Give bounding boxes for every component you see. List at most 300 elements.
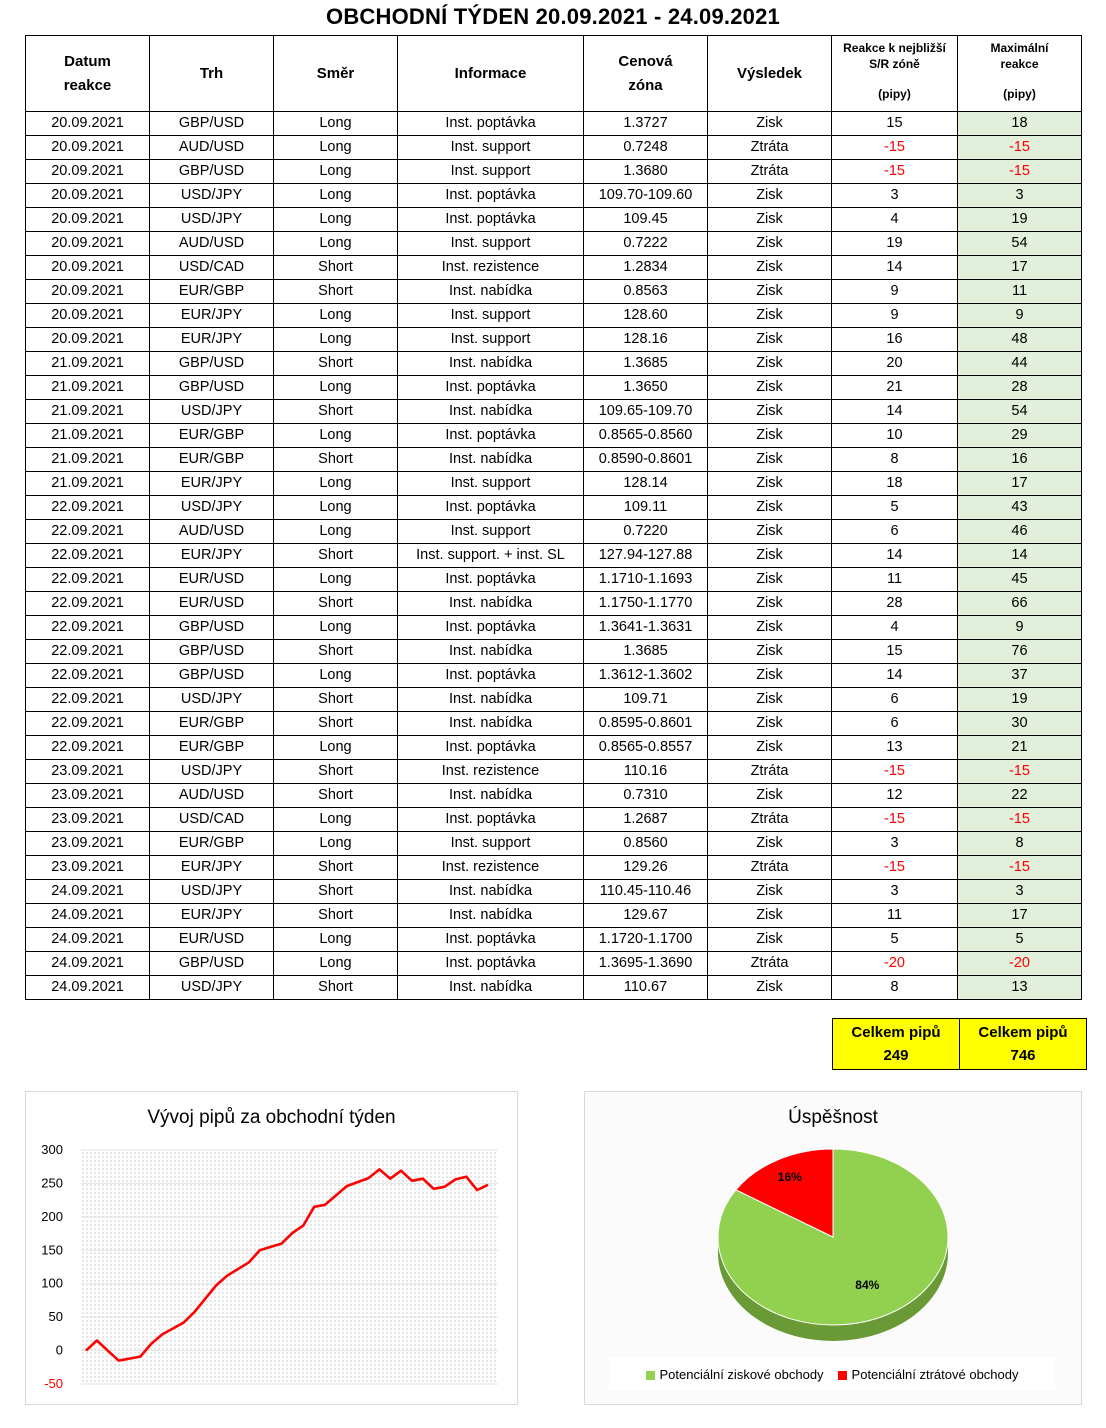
cell-result: Ztráta: [708, 160, 832, 184]
cell-info: Inst. poptávka: [398, 664, 584, 688]
cell-zone: 0.8590-0.8601: [584, 448, 708, 472]
table-row: [26, 232, 1082, 256]
cell-direction: Long: [274, 952, 398, 976]
cell-reaction: 20: [832, 352, 958, 376]
header-result: Výsledek: [708, 36, 832, 112]
total-reaction-cell: Celkem pipů 249: [833, 1019, 960, 1070]
cell-zone: 1.1720-1.1700: [584, 928, 708, 952]
table-row: [26, 472, 1082, 496]
cell-result: Zisk: [708, 328, 832, 352]
cell-direction: Short: [274, 352, 398, 376]
cell-max-reaction: 54: [958, 232, 1082, 256]
cell-info: Inst. poptávka: [398, 184, 584, 208]
line-plot-area: [81, 1150, 498, 1384]
cell-zone: 0.8563: [584, 280, 708, 304]
cell-max-reaction: 11: [958, 280, 1082, 304]
cell-zone: 110.67: [584, 976, 708, 1000]
cell-date: 20.09.2021: [26, 184, 150, 208]
cell-result: Ztráta: [708, 856, 832, 880]
cell-max-reaction: 48: [958, 328, 1082, 352]
cell-info: Inst. support: [398, 472, 584, 496]
cell-info: Inst. nabídka: [398, 976, 584, 1000]
cell-reaction: 3: [832, 832, 958, 856]
cell-zone: 128.16: [584, 328, 708, 352]
cell-date: 20.09.2021: [26, 160, 150, 184]
cell-direction: Short: [274, 856, 398, 880]
cell-result: Zisk: [708, 592, 832, 616]
cell-zone: 109.45: [584, 208, 708, 232]
table-row: [26, 544, 1082, 568]
cell-date: 23.09.2021: [26, 784, 150, 808]
table-row: [26, 712, 1082, 736]
cell-info: Inst. rezistence: [398, 256, 584, 280]
header-direction: Směr: [274, 36, 398, 112]
cell-result: Zisk: [708, 616, 832, 640]
y-tick-label: 300: [41, 1142, 63, 1157]
cell-reaction: -15: [832, 160, 958, 184]
cell-result: Zisk: [708, 208, 832, 232]
cell-max-reaction: 22: [958, 784, 1082, 808]
cell-info: Inst. nabídka: [398, 880, 584, 904]
cell-date: 22.09.2021: [26, 568, 150, 592]
table-row: [26, 520, 1082, 544]
table-row: [26, 400, 1082, 424]
cell-info: Inst. rezistence: [398, 760, 584, 784]
cell-max-reaction: 17: [958, 472, 1082, 496]
cell-reaction: -15: [832, 136, 958, 160]
cell-reaction: 11: [832, 904, 958, 928]
cell-max-reaction: 37: [958, 664, 1082, 688]
cell-max-reaction: -15: [958, 856, 1082, 880]
cell-max-reaction: 14: [958, 544, 1082, 568]
cell-zone: 0.8565-0.8557: [584, 736, 708, 760]
cell-result: Zisk: [708, 496, 832, 520]
cell-market: AUD/USD: [150, 136, 274, 160]
cell-zone: 1.1710-1.1693: [584, 568, 708, 592]
cell-info: Inst. support: [398, 832, 584, 856]
cell-max-reaction: 29: [958, 424, 1082, 448]
table-row: [26, 448, 1082, 472]
line-chart-svg: [26, 1092, 517, 1404]
cell-date: 21.09.2021: [26, 400, 150, 424]
pie-chart-title: Úspěšnost: [788, 1107, 878, 1128]
cell-reaction: 4: [832, 208, 958, 232]
cell-date: 21.09.2021: [26, 448, 150, 472]
cell-market: USD/JPY: [150, 976, 274, 1000]
cell-zone: 1.3641-1.3631: [584, 616, 708, 640]
cell-date: 20.09.2021: [26, 208, 150, 232]
cell-reaction: 6: [832, 520, 958, 544]
cell-max-reaction: 45: [958, 568, 1082, 592]
cell-reaction: 28: [832, 592, 958, 616]
cell-direction: Long: [274, 184, 398, 208]
cell-zone: 127.94-127.88: [584, 544, 708, 568]
cell-direction: Long: [274, 832, 398, 856]
cell-result: Zisk: [708, 256, 832, 280]
cell-market: GBP/USD: [150, 352, 274, 376]
cell-info: Inst. poptávka: [398, 616, 584, 640]
cell-reaction: 3: [832, 184, 958, 208]
cell-result: Zisk: [708, 472, 832, 496]
cell-max-reaction: 17: [958, 256, 1082, 280]
cell-max-reaction: 19: [958, 688, 1082, 712]
cell-direction: Short: [274, 760, 398, 784]
cell-max-reaction: 5: [958, 928, 1082, 952]
cell-reaction: 14: [832, 400, 958, 424]
cell-date: 21.09.2021: [26, 472, 150, 496]
cell-max-reaction: -15: [958, 136, 1082, 160]
cell-reaction: 11: [832, 568, 958, 592]
cell-date: 21.09.2021: [26, 376, 150, 400]
cell-zone: 129.67: [584, 904, 708, 928]
header-reaction: Reakce k nejbližší S/R zóně (pipy): [832, 36, 958, 112]
cell-reaction: 5: [832, 496, 958, 520]
cell-max-reaction: 76: [958, 640, 1082, 664]
cell-info: Inst. poptávka: [398, 112, 584, 136]
pie-data-label: 16%: [777, 1169, 802, 1184]
line-chart: [25, 1091, 518, 1405]
cell-max-reaction: -15: [958, 808, 1082, 832]
cell-result: Zisk: [708, 352, 832, 376]
cell-max-reaction: 13: [958, 976, 1082, 1000]
cell-date: 20.09.2021: [26, 256, 150, 280]
cell-date: 24.09.2021: [26, 976, 150, 1000]
cell-date: 22.09.2021: [26, 616, 150, 640]
pie-chart: [584, 1091, 1082, 1405]
cell-zone: 0.7248: [584, 136, 708, 160]
table-row: [26, 304, 1082, 328]
cell-max-reaction: 30: [958, 712, 1082, 736]
cell-max-reaction: 66: [958, 592, 1082, 616]
cell-market: EUR/GBP: [150, 448, 274, 472]
cell-reaction: 13: [832, 736, 958, 760]
cell-info: Inst. support: [398, 328, 584, 352]
header-info: Informace: [398, 36, 584, 112]
cell-market: EUR/JPY: [150, 472, 274, 496]
table-row: [26, 328, 1082, 352]
table-row: [26, 568, 1082, 592]
table-row: [26, 352, 1082, 376]
totals-table: [832, 1018, 1087, 1070]
cell-reaction: 14: [832, 256, 958, 280]
cell-max-reaction: -15: [958, 760, 1082, 784]
cell-zone: 1.3695-1.3690: [584, 952, 708, 976]
cell-zone: 109.11: [584, 496, 708, 520]
legend-item-loss: Potenciální ztrátové obchody: [838, 1367, 1019, 1382]
cell-reaction: 5: [832, 928, 958, 952]
cell-info: Inst. poptávka: [398, 568, 584, 592]
y-tick-label: 200: [41, 1208, 63, 1224]
cell-market: GBP/USD: [150, 376, 274, 400]
cell-date: 20.09.2021: [26, 136, 150, 160]
cell-result: Zisk: [708, 664, 832, 688]
cell-date: 21.09.2021: [26, 352, 150, 376]
cell-zone: 1.3685: [584, 352, 708, 376]
cell-info: Inst. support: [398, 232, 584, 256]
cell-zone: 109.70-109.60: [584, 184, 708, 208]
table-row: [26, 256, 1082, 280]
cell-market: AUD/USD: [150, 232, 274, 256]
table-row: [26, 376, 1082, 400]
cell-result: Zisk: [708, 928, 832, 952]
cell-zone: 0.8560: [584, 832, 708, 856]
cell-result: Ztráta: [708, 952, 832, 976]
cell-market: GBP/USD: [150, 616, 274, 640]
cell-date: 24.09.2021: [26, 904, 150, 928]
table-row: [26, 760, 1082, 784]
cell-max-reaction: 8: [958, 832, 1082, 856]
cell-reaction: -15: [832, 856, 958, 880]
cell-zone: 0.7222: [584, 232, 708, 256]
cell-result: Zisk: [708, 880, 832, 904]
cell-info: Inst. nabídka: [398, 280, 584, 304]
cell-reaction: 14: [832, 544, 958, 568]
cell-zone: 1.3650: [584, 376, 708, 400]
cell-direction: Long: [274, 568, 398, 592]
cell-max-reaction: 9: [958, 616, 1082, 640]
cell-result: Zisk: [708, 688, 832, 712]
cell-direction: Short: [274, 400, 398, 424]
cell-reaction: 9: [832, 280, 958, 304]
cell-market: GBP/USD: [150, 640, 274, 664]
cell-market: EUR/USD: [150, 568, 274, 592]
cell-market: EUR/JPY: [150, 304, 274, 328]
cell-reaction: -15: [832, 808, 958, 832]
cell-max-reaction: 9: [958, 304, 1082, 328]
cell-zone: 1.2834: [584, 256, 708, 280]
cell-market: GBP/USD: [150, 952, 274, 976]
cell-date: 22.09.2021: [26, 544, 150, 568]
table-row: [26, 904, 1082, 928]
cell-direction: Short: [274, 640, 398, 664]
cell-max-reaction: 19: [958, 208, 1082, 232]
cell-info: Inst. support: [398, 520, 584, 544]
header-zone: Cenová zóna: [584, 36, 708, 112]
table-row: [26, 856, 1082, 880]
cell-result: Zisk: [708, 400, 832, 424]
legend-item-win: Potenciální ziskové obchody: [646, 1367, 824, 1382]
cell-result: Zisk: [708, 424, 832, 448]
cell-direction: Long: [274, 472, 398, 496]
cell-reaction: 9: [832, 304, 958, 328]
cell-direction: Short: [274, 688, 398, 712]
cell-direction: Long: [274, 736, 398, 760]
cell-reaction: 15: [832, 112, 958, 136]
cell-direction: Long: [274, 808, 398, 832]
cell-direction: Long: [274, 928, 398, 952]
cell-direction: Long: [274, 376, 398, 400]
cell-result: Zisk: [708, 520, 832, 544]
cell-date: 23.09.2021: [26, 760, 150, 784]
total-max-cell: Celkem pipů 746: [960, 1019, 1087, 1070]
cell-zone: 0.8595-0.8601: [584, 712, 708, 736]
cell-info: Inst. poptávka: [398, 952, 584, 976]
cell-info: Inst. poptávka: [398, 928, 584, 952]
y-tick-label: 50: [48, 1309, 63, 1325]
cell-info: Inst. support: [398, 160, 584, 184]
table-row: [26, 616, 1082, 640]
pie-legend: [609, 1358, 1055, 1390]
cell-max-reaction: 44: [958, 352, 1082, 376]
cell-market: USD/CAD: [150, 808, 274, 832]
cell-date: 23.09.2021: [26, 832, 150, 856]
cell-zone: 1.3685: [584, 640, 708, 664]
cell-market: EUR/GBP: [150, 424, 274, 448]
cell-max-reaction: 21: [958, 736, 1082, 760]
cell-result: Zisk: [708, 232, 832, 256]
cell-date: 24.09.2021: [26, 928, 150, 952]
cell-market: EUR/JPY: [150, 856, 274, 880]
cell-zone: 1.3727: [584, 112, 708, 136]
cell-max-reaction: 28: [958, 376, 1082, 400]
table-row: [26, 976, 1082, 1000]
cell-market: EUR/USD: [150, 928, 274, 952]
cell-reaction: 18: [832, 472, 958, 496]
cell-market: AUD/USD: [150, 784, 274, 808]
cell-result: Zisk: [708, 448, 832, 472]
cell-market: USD/JPY: [150, 880, 274, 904]
cell-date: 22.09.2021: [26, 688, 150, 712]
table-row: [26, 184, 1082, 208]
table-header-row: [26, 36, 1082, 112]
cell-date: 20.09.2021: [26, 304, 150, 328]
cell-market: EUR/GBP: [150, 736, 274, 760]
cell-info: Inst. support: [398, 304, 584, 328]
page-title: OBCHODNÍ TÝDEN 20.09.2021 - 24.09.2021: [326, 4, 780, 29]
cell-market: EUR/GBP: [150, 280, 274, 304]
cell-zone: 1.3612-1.3602: [584, 664, 708, 688]
cell-zone: 1.3680: [584, 160, 708, 184]
cell-max-reaction: 46: [958, 520, 1082, 544]
legend-swatch-loss: [838, 1371, 847, 1380]
cell-reaction: 6: [832, 712, 958, 736]
cell-direction: Short: [274, 712, 398, 736]
cell-result: Zisk: [708, 736, 832, 760]
table-row: [26, 592, 1082, 616]
cell-reaction: -20: [832, 952, 958, 976]
cell-date: 24.09.2021: [26, 880, 150, 904]
table-row: [26, 784, 1082, 808]
cell-reaction: 19: [832, 232, 958, 256]
cell-info: Inst. rezistence: [398, 856, 584, 880]
table-row: [26, 112, 1082, 136]
table-row: [26, 160, 1082, 184]
cell-direction: Long: [274, 328, 398, 352]
cell-result: Zisk: [708, 640, 832, 664]
line-chart-title: Vývoj pipů za obchodní týden: [147, 1107, 396, 1128]
cell-direction: Long: [274, 520, 398, 544]
cell-reaction: 6: [832, 688, 958, 712]
cell-zone: 109.71: [584, 688, 708, 712]
cell-zone: 129.26: [584, 856, 708, 880]
cell-market: EUR/JPY: [150, 544, 274, 568]
cell-result: Zisk: [708, 280, 832, 304]
cell-market: USD/JPY: [150, 184, 274, 208]
cell-date: 22.09.2021: [26, 736, 150, 760]
cell-date: 21.09.2021: [26, 424, 150, 448]
cell-max-reaction: 3: [958, 880, 1082, 904]
cell-direction: Long: [274, 496, 398, 520]
cell-info: Inst. nabídka: [398, 904, 584, 928]
cell-reaction: 15: [832, 640, 958, 664]
cell-info: Inst. poptávka: [398, 496, 584, 520]
cell-direction: Long: [274, 208, 398, 232]
cell-direction: Short: [274, 280, 398, 304]
cell-market: USD/JPY: [150, 760, 274, 784]
cell-info: Inst. nabídka: [398, 784, 584, 808]
cell-market: EUR/JPY: [150, 328, 274, 352]
cell-date: 23.09.2021: [26, 856, 150, 880]
cell-reaction: 21: [832, 376, 958, 400]
cell-zone: 0.7310: [584, 784, 708, 808]
pie-data-label: 84%: [855, 1277, 880, 1292]
cell-date: 20.09.2021: [26, 232, 150, 256]
cell-reaction: 4: [832, 616, 958, 640]
cell-info: Inst. nabídka: [398, 352, 584, 376]
cell-direction: Short: [274, 448, 398, 472]
cell-result: Zisk: [708, 832, 832, 856]
cell-info: Inst. poptávka: [398, 208, 584, 232]
cell-zone: 0.7220: [584, 520, 708, 544]
cell-reaction: -15: [832, 760, 958, 784]
cell-info: Inst. nabídka: [398, 592, 584, 616]
y-tick-label: 250: [41, 1175, 63, 1191]
cell-reaction: 12: [832, 784, 958, 808]
cell-zone: 1.1750-1.1770: [584, 592, 708, 616]
cell-result: Zisk: [708, 112, 832, 136]
cell-result: Ztráta: [708, 760, 832, 784]
cell-zone: 1.2687: [584, 808, 708, 832]
cell-direction: Long: [274, 112, 398, 136]
cell-result: Zisk: [708, 304, 832, 328]
cell-zone: 110.45-110.46: [584, 880, 708, 904]
cell-market: EUR/JPY: [150, 904, 274, 928]
cell-info: Inst. nabídka: [398, 400, 584, 424]
cell-market: AUD/USD: [150, 520, 274, 544]
cell-result: Zisk: [708, 184, 832, 208]
cell-market: USD/JPY: [150, 496, 274, 520]
table-row: [26, 952, 1082, 976]
cell-date: 22.09.2021: [26, 664, 150, 688]
table-row: [26, 280, 1082, 304]
table-row: [26, 880, 1082, 904]
cell-result: Zisk: [708, 376, 832, 400]
y-tick-label: 0: [55, 1342, 63, 1358]
trades-table: [25, 35, 1082, 1000]
cell-result: Zisk: [708, 712, 832, 736]
cell-market: EUR/GBP: [150, 832, 274, 856]
cell-max-reaction: 54: [958, 400, 1082, 424]
header-max-reaction: Maximální reakce (pipy): [958, 36, 1082, 112]
cell-result: Zisk: [708, 904, 832, 928]
cell-result: Ztráta: [708, 136, 832, 160]
cell-reaction: 10: [832, 424, 958, 448]
cell-max-reaction: 3: [958, 184, 1082, 208]
cell-info: Inst. nabídka: [398, 712, 584, 736]
cell-date: 20.09.2021: [26, 328, 150, 352]
cell-date: 20.09.2021: [26, 280, 150, 304]
cell-reaction: 8: [832, 448, 958, 472]
cell-result: Zisk: [708, 784, 832, 808]
cell-info: Inst. poptávka: [398, 808, 584, 832]
header-date: Datum reakce: [26, 36, 150, 112]
cell-market: USD/JPY: [150, 688, 274, 712]
cell-market: EUR/GBP: [150, 712, 274, 736]
cell-date: 22.09.2021: [26, 640, 150, 664]
cell-direction: Short: [274, 592, 398, 616]
cell-zone: 128.60: [584, 304, 708, 328]
table-row: [26, 832, 1082, 856]
